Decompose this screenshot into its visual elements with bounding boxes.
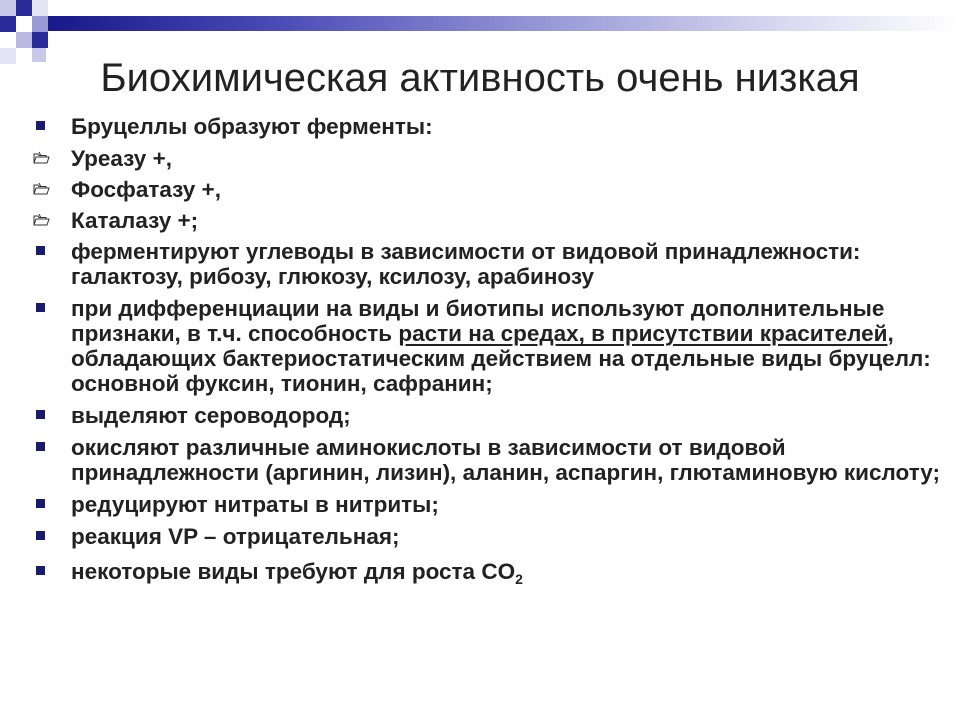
bullet-text: Уреазу +, <box>71 146 172 171</box>
bullet-text: Каталазу +; <box>71 208 199 233</box>
folder-bullet-icon <box>32 182 52 196</box>
square-bullet-icon <box>36 303 45 312</box>
subscript-text: 2 <box>515 571 523 587</box>
bullet-item <box>30 492 940 517</box>
bullet-text: ферментируют углеводы в зависимости от видовой принадлежности: галактозу, рибозу, глюкозу, ксилозу, арабинозу <box>71 239 861 289</box>
bullet-text: реакция VP – отрицательная; <box>71 524 400 549</box>
folder-bullet-icon <box>32 151 52 165</box>
square-bullet-icon <box>36 531 45 540</box>
bullet-item <box>30 524 940 549</box>
square-bullet-icon <box>36 499 45 508</box>
bullet-list <box>30 114 940 591</box>
bullet-text: окисляют различные аминокислоты в зависимости от видовой принадлежности (аргинин, лизин), аланин, аспаргин, глютаминовую кислоту; <box>71 435 940 485</box>
square-bullet-icon <box>36 121 45 130</box>
bullet-text-after: , обладающих бактериостатическим действием на отдельные виды бруцелл: основной фуксин, тионин, сафранин; <box>71 321 931 396</box>
bullet-text: выделяют сероводород; <box>71 403 351 428</box>
square-bullet-icon <box>36 442 45 451</box>
bullet-item <box>30 146 940 171</box>
bullet-item <box>30 208 940 233</box>
bullet-text: редуцируют нитраты в нитриты; <box>71 492 439 517</box>
underlined-text: расти на средах, в присутствии красителей <box>398 321 888 346</box>
bullet-item <box>30 296 940 396</box>
bullet-text: некоторые виды требуют для роста CO <box>71 559 516 584</box>
bullet-text: Бруцеллы образуют ферменты: <box>71 114 433 139</box>
square-bullet-icon <box>36 410 45 419</box>
bullet-item <box>30 177 940 202</box>
square-bullet-icon <box>36 566 45 575</box>
bullet-item <box>30 403 940 428</box>
bullet-text-before: при дифференциации на виды и биотипы используют дополнительные признаки, в т.ч. способность <box>71 296 885 346</box>
bullet-item <box>30 114 940 139</box>
square-bullet-icon <box>36 246 45 255</box>
bullet-item <box>30 559 940 587</box>
title-band <box>60 16 960 31</box>
slide-title: Биохимическая активность очень низкая <box>100 56 860 100</box>
bullet-item <box>30 239 940 289</box>
folder-bullet-icon <box>32 213 52 227</box>
bullet-item <box>30 435 940 485</box>
bullet-text: Фосфатазу +, <box>71 177 221 202</box>
